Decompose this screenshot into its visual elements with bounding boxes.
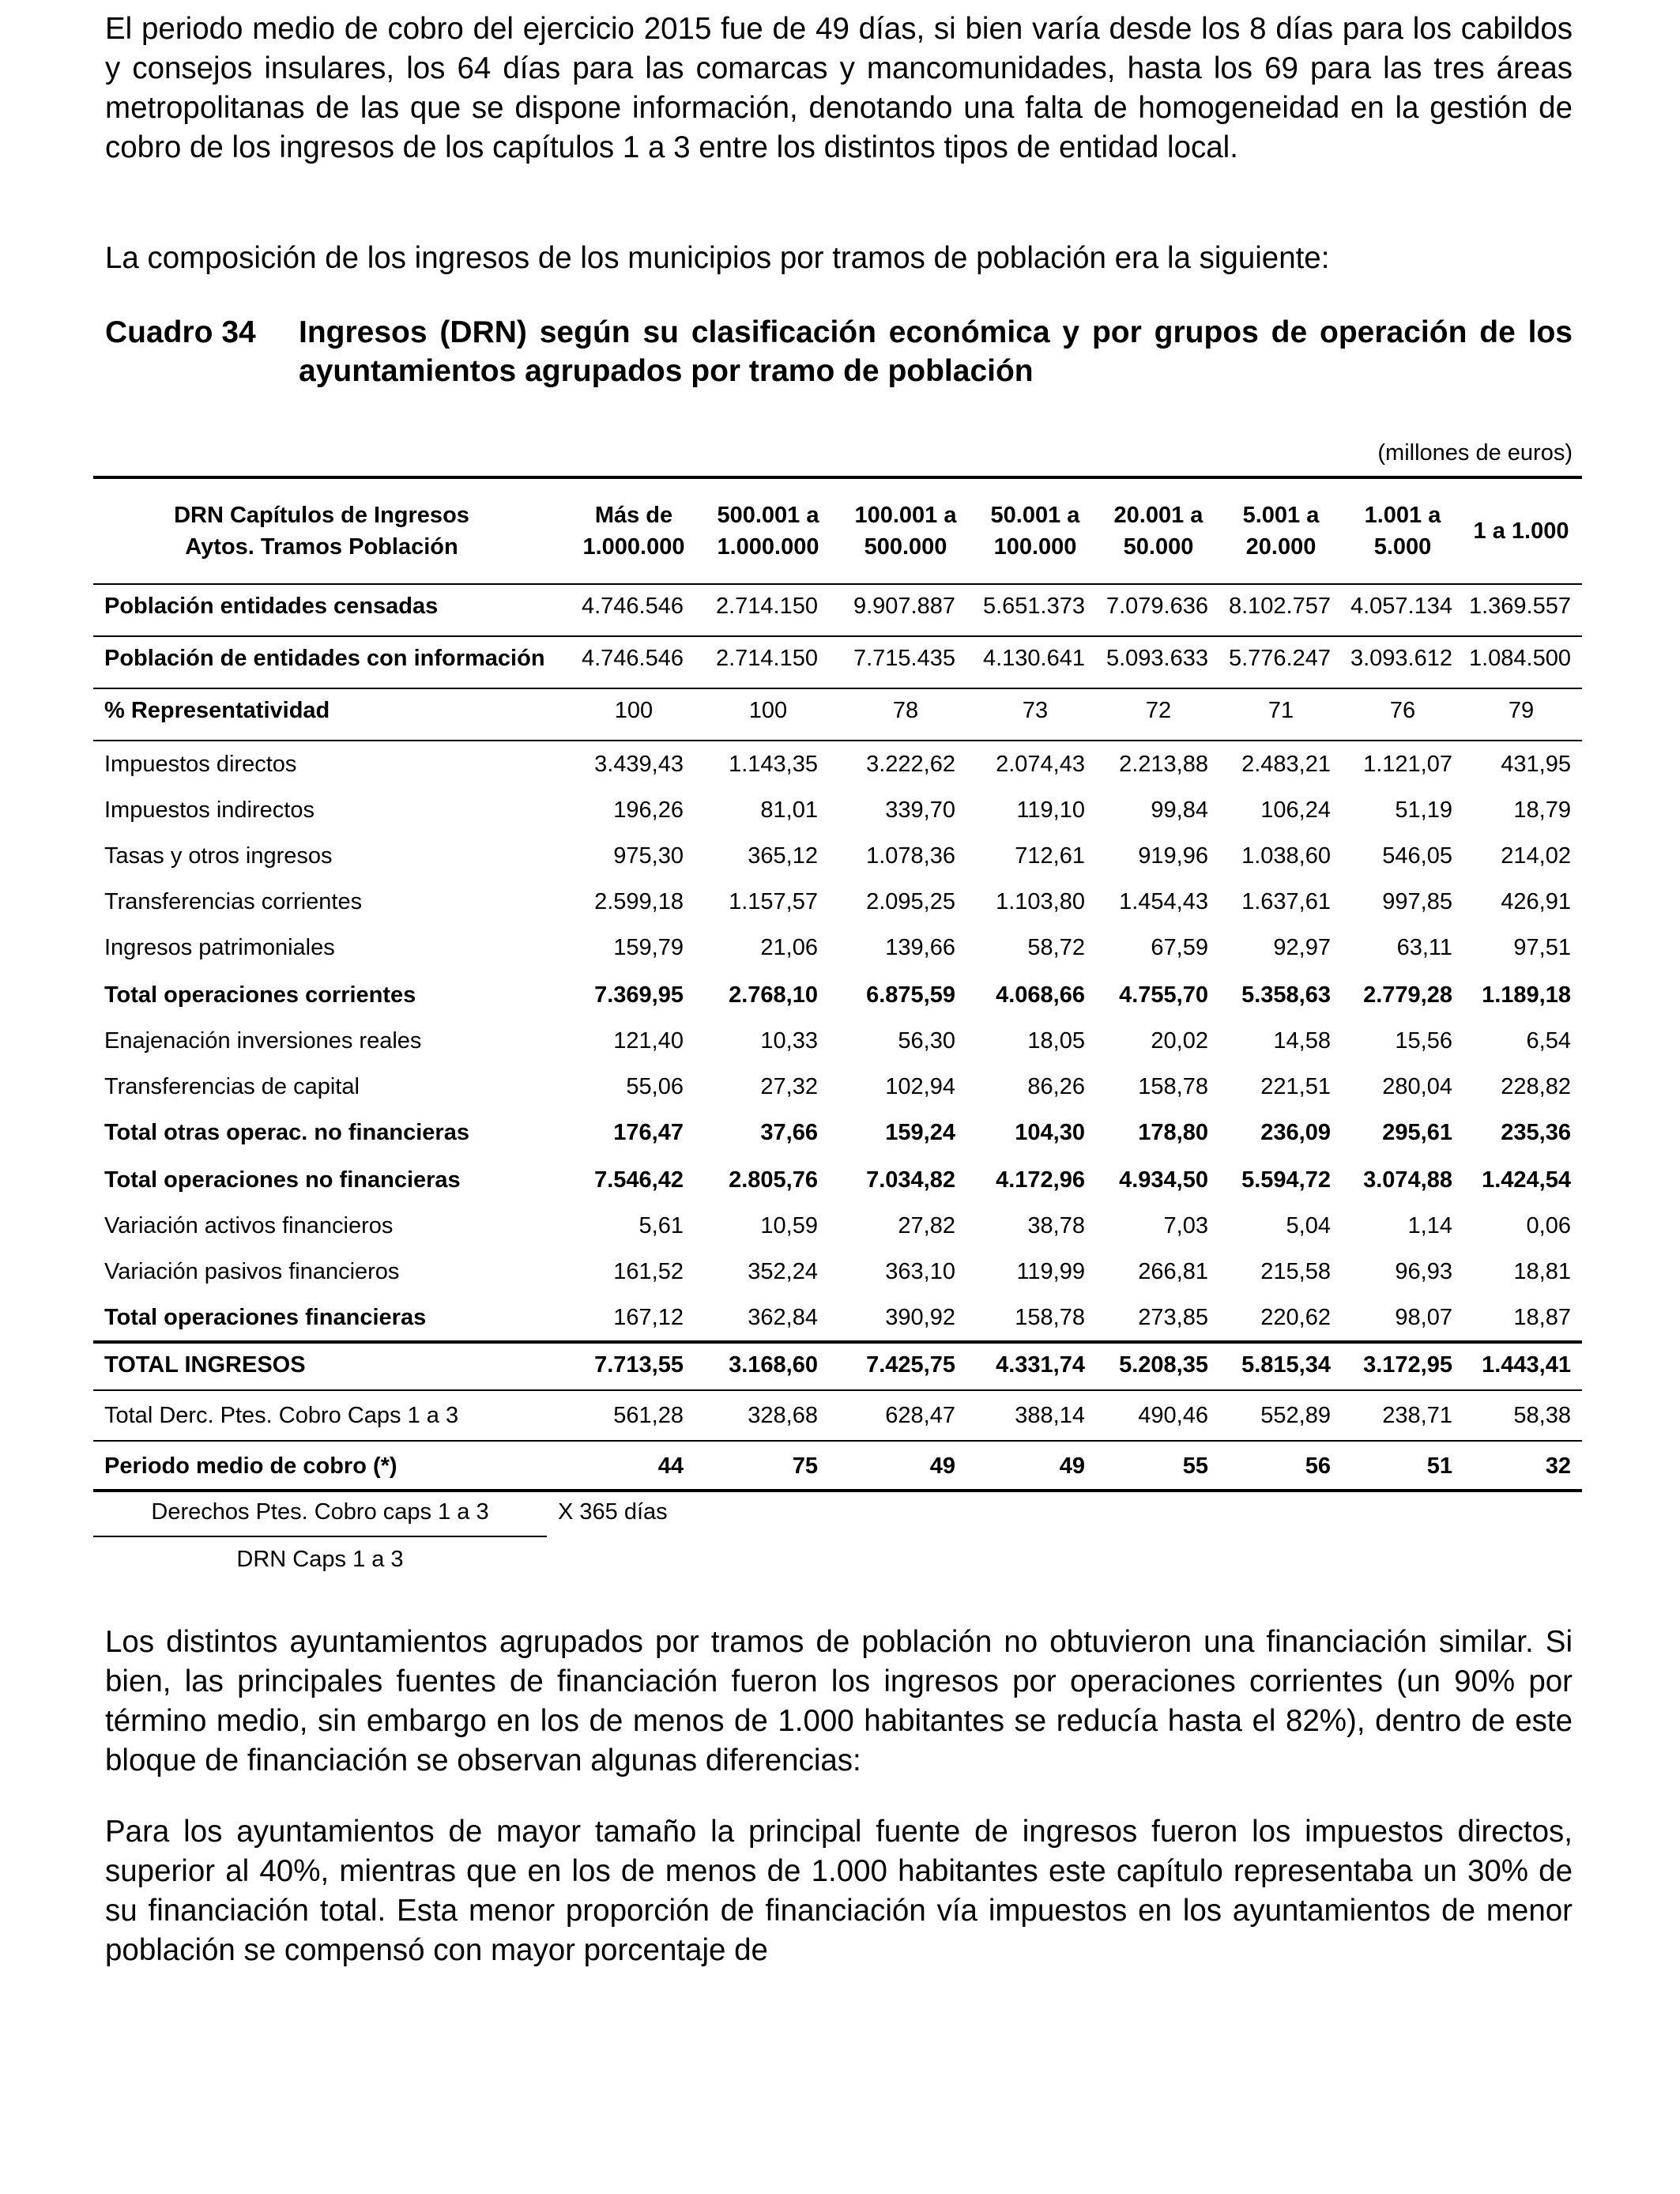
table-cell: 161,52 bbox=[613, 1259, 684, 1284]
table-cell: 55,06 bbox=[626, 1074, 684, 1099]
table-cell: 1.454,43 bbox=[1119, 889, 1208, 914]
table-cell: 71 bbox=[1268, 698, 1294, 723]
table-bottom-rule bbox=[93, 1489, 1582, 1492]
table-row bbox=[93, 1157, 1582, 1203]
table-cell: 67,59 bbox=[1151, 935, 1208, 960]
table-cell: 1.121,07 bbox=[1363, 752, 1452, 777]
table-cell: 6,54 bbox=[1526, 1028, 1571, 1054]
table-cell: 546,05 bbox=[1382, 843, 1452, 869]
table-cell: 38,78 bbox=[1027, 1213, 1085, 1238]
table-cell: 119,10 bbox=[1016, 797, 1085, 823]
row-label: Total Derc. Ptes. Cobro Caps 1 a 3 bbox=[104, 1403, 459, 1428]
header-label: DRN Capítulos de Ingresos Aytos. Tramos Población bbox=[174, 503, 469, 560]
table-cell: 158,78 bbox=[1138, 1074, 1208, 1099]
table-cell: 7.713,55 bbox=[594, 1352, 684, 1378]
table-row bbox=[93, 879, 1582, 925]
table-cell: 7.715.435 bbox=[853, 646, 955, 671]
table-cell: 167,12 bbox=[613, 1305, 684, 1330]
table-cell: 86,26 bbox=[1027, 1074, 1085, 1099]
table-cell: 98,07 bbox=[1395, 1305, 1452, 1330]
table-cell: 4.331,74 bbox=[996, 1352, 1085, 1378]
table-cell: 2.483,21 bbox=[1241, 752, 1331, 777]
table-cell: 388,14 bbox=[1015, 1403, 1085, 1428]
table-row bbox=[93, 1295, 1582, 1340]
row-label: Variación pasivos financieros bbox=[104, 1259, 400, 1284]
row-label: % Representatividad bbox=[104, 698, 330, 723]
table-row bbox=[93, 1018, 1582, 1064]
row-label: Transferencias corrientes bbox=[104, 889, 363, 914]
table-cell: 1.424,54 bbox=[1482, 1167, 1571, 1193]
row-rule bbox=[93, 635, 1582, 637]
table-cell: 1.637,61 bbox=[1241, 889, 1331, 914]
table-cell: 561,28 bbox=[613, 1403, 684, 1428]
table-cell: 215,58 bbox=[1260, 1259, 1331, 1284]
table-row bbox=[93, 741, 1582, 787]
table-cell: 3.168,60 bbox=[729, 1352, 818, 1378]
table-cell: 56,30 bbox=[898, 1028, 955, 1054]
table-cell: 9.907.887 bbox=[853, 594, 955, 619]
table-cell: 7.369,95 bbox=[594, 982, 684, 1008]
row-label: Impuestos directos bbox=[104, 752, 297, 777]
table-cell: 1.143,35 bbox=[729, 752, 818, 777]
column-header: 20.001 a 50.000 bbox=[1113, 503, 1203, 560]
table-cell: 10,33 bbox=[760, 1028, 818, 1054]
table-row bbox=[93, 833, 1582, 879]
row-label: Total operaciones financieras bbox=[104, 1305, 427, 1330]
table-cell: 18,05 bbox=[1027, 1028, 1085, 1054]
table-cell: 997,85 bbox=[1382, 889, 1452, 914]
row-label: Total otras operac. no financieras bbox=[104, 1120, 469, 1145]
table-cell: 238,71 bbox=[1382, 1403, 1452, 1428]
table-cell: 1,14 bbox=[1407, 1213, 1452, 1238]
table-cell: 4.746.546 bbox=[581, 594, 684, 619]
table-cell: 295,61 bbox=[1382, 1120, 1452, 1145]
table-row bbox=[93, 1443, 1582, 1489]
table-cell: 390,92 bbox=[885, 1305, 955, 1330]
row-label: Enajenación inversiones reales bbox=[104, 1028, 422, 1054]
table-cell: 365,12 bbox=[748, 843, 818, 869]
column-header: 500.001 a 1.000.000 bbox=[717, 503, 819, 560]
table-cell: 51 bbox=[1426, 1453, 1452, 1479]
table-cell: 2.714.150 bbox=[715, 646, 818, 671]
table-row bbox=[93, 972, 1582, 1018]
table-cell: 5.208,35 bbox=[1119, 1352, 1208, 1378]
row-rule bbox=[93, 1440, 1582, 1442]
table-cell: 1.078,36 bbox=[866, 843, 955, 869]
table-cell: 7.034,82 bbox=[866, 1167, 955, 1193]
table-cell: 72 bbox=[1145, 698, 1172, 723]
analysis-paragraph: Los distintos ayuntamientos agrupados por tramos de población no obtuvieron una financiación similar. Si bien, las principales fuentes de financiación fueron los ingresos por operaciones corrientes (un 90% por término medio, sin embargo en los de menos de 1.000 habitantes se reducía hasta el 82%), dentro de este bloque de financiación se observan algunas diferencias: bbox=[105, 1625, 1573, 1777]
table-cell: 3.172,95 bbox=[1363, 1352, 1452, 1378]
table-cell: 76 bbox=[1389, 698, 1416, 723]
table-cell: 18,79 bbox=[1513, 797, 1571, 823]
table-cell: 5.651.373 bbox=[982, 594, 1085, 619]
table-cell: 196,26 bbox=[613, 797, 684, 823]
table-cell: 121,40 bbox=[613, 1028, 684, 1054]
table-cell: 5.093.633 bbox=[1106, 646, 1208, 671]
table-cell: 712,61 bbox=[1015, 843, 1085, 869]
row-label: Variación activos financieros bbox=[104, 1213, 394, 1238]
table-cell: 2.074,43 bbox=[996, 752, 1085, 777]
table-cell: 6.875,59 bbox=[866, 982, 955, 1008]
table-cell: 1.157,57 bbox=[729, 889, 818, 914]
row-label: Ingresos patrimoniales bbox=[104, 935, 335, 960]
table-cell: 2.805,76 bbox=[729, 1167, 818, 1193]
table-cell: 99,84 bbox=[1151, 797, 1208, 823]
table-cell: 0,06 bbox=[1526, 1213, 1571, 1238]
table-cell: 3.439,43 bbox=[594, 752, 684, 777]
table-cell: 1.443,41 bbox=[1482, 1352, 1571, 1378]
table-row bbox=[93, 1393, 1582, 1438]
table-cell: 55 bbox=[1182, 1453, 1208, 1479]
table-cell: 58,38 bbox=[1513, 1403, 1571, 1428]
total-top-rule bbox=[93, 1340, 1582, 1344]
conclusion-paragraph: Para los ayuntamientos de mayor tamaño la principal fuente de ingresos fueron los impuestos directos, superior al 40%, mientras que en los de menos de 1.000 habitantes este capítulo representaba un 30% de su financiación total. Esta menor proporción de financiación vía impuestos en los ayuntamientos de menor población se compensó con mayor porcentaje de bbox=[105, 1815, 1573, 1967]
table-cell: 228,82 bbox=[1501, 1074, 1571, 1099]
table-cell: 100 bbox=[748, 698, 788, 723]
column-header: 1.001 a 5.000 bbox=[1364, 503, 1441, 560]
table-cell: 7.079.636 bbox=[1106, 594, 1208, 619]
table-cell: 4.068,66 bbox=[996, 982, 1085, 1008]
formula-numerator: Derechos Ptes. Cobro caps 1 a 3 bbox=[151, 1499, 489, 1525]
table-cell: 75 bbox=[792, 1453, 818, 1479]
table-cell: 21,06 bbox=[760, 935, 818, 960]
table-cell: 51,19 bbox=[1395, 797, 1452, 823]
table-cell: 266,81 bbox=[1138, 1259, 1208, 1284]
table-cell: 10,59 bbox=[760, 1213, 818, 1238]
table-row bbox=[93, 688, 1582, 733]
table-cell: 1.084.500 bbox=[1468, 646, 1571, 671]
table-cell: 18,87 bbox=[1513, 1305, 1571, 1330]
table-cell: 7,03 bbox=[1163, 1213, 1208, 1238]
table-cell: 178,80 bbox=[1138, 1120, 1208, 1145]
table-cell: 1.189,18 bbox=[1482, 982, 1571, 1008]
table-cell: 2.095,25 bbox=[866, 889, 955, 914]
row-label: TOTAL INGRESOS bbox=[104, 1352, 306, 1378]
column-header: 50.001 a 100.000 bbox=[990, 503, 1080, 560]
table-cell: 4.172,96 bbox=[996, 1167, 1085, 1193]
table-cell: 63,11 bbox=[1396, 935, 1452, 960]
table-cell: 490,46 bbox=[1138, 1403, 1208, 1428]
table-cell: 106,24 bbox=[1260, 797, 1331, 823]
row-label: Impuestos indirectos bbox=[104, 797, 315, 823]
table-cell: 8.102.757 bbox=[1228, 594, 1331, 619]
row-label: Población de entidades con información bbox=[104, 646, 545, 671]
table-cell: 628,47 bbox=[885, 1403, 955, 1428]
table-header bbox=[93, 481, 1582, 579]
table-cell: 20,02 bbox=[1151, 1028, 1208, 1054]
table-cell: 221,51 bbox=[1260, 1074, 1331, 1099]
table-cell: 159,79 bbox=[613, 935, 684, 960]
table-cell: 4.746.546 bbox=[581, 646, 684, 671]
table-cell: 5.776.247 bbox=[1228, 646, 1331, 671]
table-cell: 2.779,28 bbox=[1363, 982, 1452, 1008]
table-cell: 7.546,42 bbox=[594, 1167, 684, 1193]
table-cell: 2.714.150 bbox=[715, 594, 818, 619]
row-rule bbox=[93, 688, 1582, 689]
table-cell: 363,10 bbox=[885, 1259, 955, 1284]
table-cell: 49 bbox=[1059, 1453, 1085, 1479]
table-row bbox=[93, 583, 1582, 629]
table-cell: 273,85 bbox=[1138, 1305, 1208, 1330]
table-top-rule bbox=[93, 476, 1582, 479]
table-cell: 14,58 bbox=[1273, 1028, 1331, 1054]
table-cell: 81,01 bbox=[760, 797, 818, 823]
table-cell: 18,81 bbox=[1513, 1259, 1571, 1284]
column-header: 5.001 a 20.000 bbox=[1242, 503, 1320, 560]
table-row bbox=[93, 1249, 1582, 1295]
intro-paragraph: El periodo medio de cobro del ejercicio 2015 fue de 49 días, si bien varía desde los 8 días para los cabildos y consejos insulares, los 64 días para las comarcas y mancomunidades, hasta los 69 para las tres áreas metropolitanas de las que se dispone información, denotando una falta de homogeneidad en la gestión de cobro de los ingresos de los capítulos 1 a 3 entre los distintos tipos de entidad local. bbox=[105, 12, 1573, 164]
table-row bbox=[93, 1342, 1582, 1388]
table-cell: 5,61 bbox=[638, 1213, 684, 1238]
table-cell: 328,68 bbox=[748, 1403, 818, 1428]
table-cell: 4.934,50 bbox=[1119, 1167, 1208, 1193]
table-cell: 3.074,88 bbox=[1363, 1167, 1452, 1193]
table-cell: 15,56 bbox=[1395, 1028, 1452, 1054]
table-cell: 96,93 bbox=[1395, 1259, 1452, 1284]
table-cell: 58,72 bbox=[1027, 935, 1085, 960]
table-cell: 97,51 bbox=[1513, 935, 1571, 960]
table-cell: 5.594,72 bbox=[1241, 1167, 1331, 1193]
table-cell: 5.815,34 bbox=[1241, 1352, 1331, 1378]
formula-denominator: DRN Caps 1 a 3 bbox=[236, 1547, 404, 1572]
table-title: Ingresos (DRN) según su clasificación económica y por grupos de operación de los ayuntamientos agrupados por tramo de población bbox=[299, 315, 1573, 388]
row-label: Periodo medio de cobro (*) bbox=[104, 1453, 397, 1479]
table-cell: 235,36 bbox=[1501, 1120, 1571, 1145]
table-cell: 236,09 bbox=[1260, 1120, 1331, 1145]
table-cell: 92,97 bbox=[1273, 935, 1331, 960]
table-cell: 552,89 bbox=[1260, 1403, 1331, 1428]
table-row bbox=[93, 787, 1582, 833]
table-cell: 975,30 bbox=[613, 843, 684, 869]
row-label: Total operaciones no financieras bbox=[104, 1167, 461, 1193]
table-cell: 919,96 bbox=[1138, 843, 1208, 869]
table-cell: 158,78 bbox=[1015, 1305, 1085, 1330]
table-cell: 4.057.134 bbox=[1350, 594, 1452, 619]
units-note: (millones de euros) bbox=[1377, 440, 1573, 466]
table-cell: 176,47 bbox=[613, 1120, 684, 1145]
table-cell: 104,30 bbox=[1015, 1120, 1085, 1145]
formula-multiplier: X 365 días bbox=[558, 1499, 668, 1525]
table-cell: 32 bbox=[1545, 1453, 1571, 1479]
table-cell: 37,66 bbox=[760, 1120, 818, 1145]
table-row bbox=[93, 1064, 1582, 1110]
table-cell: 3.093.612 bbox=[1350, 646, 1452, 671]
table-cell: 7.425,75 bbox=[866, 1352, 955, 1378]
table-cell: 100 bbox=[614, 698, 654, 723]
column-header: 1 a 1.000 bbox=[1473, 518, 1569, 544]
table-cell: 280,04 bbox=[1382, 1074, 1452, 1099]
table-cell: 2.768,10 bbox=[729, 982, 818, 1008]
table-row bbox=[93, 1203, 1582, 1249]
table-cell: 159,24 bbox=[885, 1120, 955, 1145]
lead-in-paragraph: La composición de los ingresos de los municipios por tramos de población era la siguiente: bbox=[105, 241, 1330, 275]
table-cell: 79 bbox=[1508, 698, 1535, 723]
column-header: 100.001 a 500.000 bbox=[854, 503, 957, 560]
table-cell: 220,62 bbox=[1260, 1305, 1331, 1330]
row-label: Población entidades censadas bbox=[104, 594, 439, 619]
table-cell: 2.213,88 bbox=[1119, 752, 1208, 777]
fraction-bar bbox=[93, 1536, 547, 1537]
table-cell: 102,94 bbox=[885, 1074, 955, 1099]
table-row bbox=[93, 1110, 1582, 1155]
table-cell: 2.599,18 bbox=[594, 889, 684, 914]
table-cell: 5.358,63 bbox=[1241, 982, 1331, 1008]
table-cell: 27,82 bbox=[898, 1213, 955, 1238]
table-row bbox=[93, 635, 1582, 681]
table-cell: 4.130.641 bbox=[982, 646, 1085, 671]
table-cell: 49 bbox=[929, 1453, 955, 1479]
row-label: Total operaciones corrientes bbox=[104, 982, 416, 1008]
row-label: Transferencias de capital bbox=[104, 1074, 360, 1099]
table-cell: 44 bbox=[657, 1453, 684, 1479]
table-cell: 431,95 bbox=[1501, 752, 1571, 777]
table-cell: 214,02 bbox=[1501, 843, 1571, 869]
table-row bbox=[93, 925, 1582, 971]
table-cell: 339,70 bbox=[885, 797, 955, 823]
table-cell: 4.755,70 bbox=[1119, 982, 1208, 1008]
table-number: Cuadro 34 bbox=[105, 315, 256, 349]
row-rule bbox=[93, 1389, 1582, 1391]
table-cell: 1.038,60 bbox=[1241, 843, 1331, 869]
table-cell: 426,91 bbox=[1501, 889, 1571, 914]
table-cell: 362,84 bbox=[748, 1305, 818, 1330]
row-label: Tasas y otros ingresos bbox=[104, 843, 333, 869]
table-cell: 78 bbox=[892, 698, 919, 723]
table-cell: 56 bbox=[1305, 1453, 1331, 1479]
table-cell: 5,04 bbox=[1286, 1213, 1331, 1238]
table-cell: 119,99 bbox=[1016, 1259, 1085, 1284]
table-cell: 27,32 bbox=[760, 1074, 818, 1099]
table-cell: 139,66 bbox=[885, 935, 955, 960]
table-cell: 352,24 bbox=[748, 1259, 818, 1284]
row-rule bbox=[93, 740, 1582, 741]
table-cell: 1.103,80 bbox=[996, 889, 1085, 914]
table-cell: 73 bbox=[1022, 698, 1049, 723]
column-header: Más de 1.000.000 bbox=[582, 503, 685, 560]
table-cell: 3.222,62 bbox=[866, 752, 955, 777]
table-cell: 1.369.557 bbox=[1468, 594, 1571, 619]
